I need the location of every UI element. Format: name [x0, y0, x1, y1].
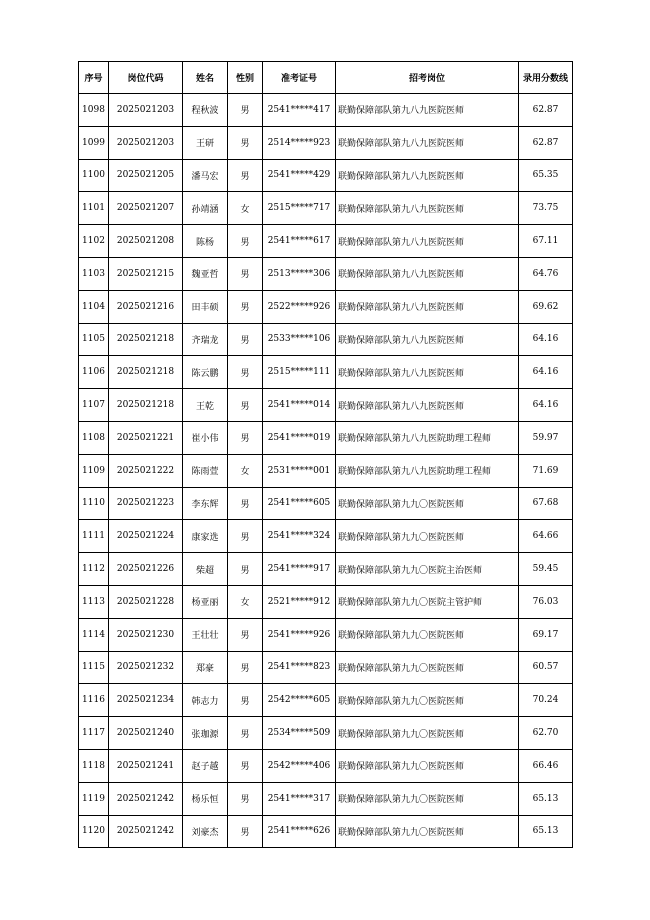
name-cell: 魏亚哲 [183, 257, 228, 290]
table-row [79, 553, 573, 586]
position-cell: 联勤保障部队第九九〇医院医师 [336, 684, 519, 717]
table-row [79, 520, 573, 553]
position-cell: 联勤保障部队第九八九医院医师 [336, 225, 519, 258]
table-row [79, 454, 573, 487]
position-code-cell: 2025021242 [109, 815, 183, 848]
index-cell: 1114 [79, 618, 109, 651]
name-cell: 崔小伟 [183, 421, 228, 454]
table-row [79, 257, 573, 290]
score-cell: 62.70 [519, 717, 573, 750]
position-cell: 联勤保障部队第九九〇医院医师 [336, 618, 519, 651]
gender-cell: 男 [228, 225, 263, 258]
position-code-cell: 2025021230 [109, 618, 183, 651]
index-cell: 1105 [79, 323, 109, 356]
position-cell: 联勤保障部队第九九〇医院医师 [336, 782, 519, 815]
position-cell: 联勤保障部队第九九〇医院主管护师 [336, 585, 519, 618]
position-cell: 联勤保障部队第九八九医院医师 [336, 257, 519, 290]
table-row [79, 684, 573, 717]
score-cell: 66.46 [519, 749, 573, 782]
gender-cell: 男 [228, 815, 263, 848]
score-cell: 64.66 [519, 520, 573, 553]
table-row [79, 749, 573, 782]
position-cell: 联勤保障部队第九八九医院医师 [336, 126, 519, 159]
exam-id-cell: 2541*****429 [263, 159, 336, 192]
position-code-cell: 2025021241 [109, 749, 183, 782]
table-row [79, 585, 573, 618]
header-index: 序号 [79, 62, 109, 94]
position-code-cell: 2025021215 [109, 257, 183, 290]
gender-cell: 男 [228, 618, 263, 651]
exam-id-cell: 2541*****014 [263, 389, 336, 422]
gender-cell: 男 [228, 126, 263, 159]
position-code-cell: 2025021203 [109, 126, 183, 159]
position-code-cell: 2025021203 [109, 94, 183, 127]
header-position: 招考岗位 [336, 62, 519, 94]
gender-cell: 男 [228, 159, 263, 192]
name-cell: 康家选 [183, 520, 228, 553]
table-row [79, 618, 573, 651]
score-cell: 67.68 [519, 487, 573, 520]
exam-id-cell: 2541*****926 [263, 618, 336, 651]
position-code-cell: 2025021226 [109, 553, 183, 586]
score-cell: 67.11 [519, 225, 573, 258]
gender-cell: 男 [228, 717, 263, 750]
name-cell: 杨乐恒 [183, 782, 228, 815]
name-cell: 郑豪 [183, 651, 228, 684]
score-cell: 76.03 [519, 585, 573, 618]
score-cell: 64.76 [519, 257, 573, 290]
exam-id-cell: 2534*****509 [263, 717, 336, 750]
header-name: 姓名 [183, 62, 228, 94]
admission-table [78, 61, 573, 848]
position-cell: 联勤保障部队第九九〇医院医师 [336, 651, 519, 684]
position-cell: 联勤保障部队第九八九医院医师 [336, 94, 519, 127]
position-code-cell: 2025021218 [109, 323, 183, 356]
gender-cell: 男 [228, 651, 263, 684]
index-cell: 1110 [79, 487, 109, 520]
score-cell: 69.62 [519, 290, 573, 323]
score-cell: 65.13 [519, 815, 573, 848]
name-cell: 程秋波 [183, 94, 228, 127]
table-row [79, 225, 573, 258]
name-cell: 田丰硕 [183, 290, 228, 323]
index-cell: 1098 [79, 94, 109, 127]
name-cell: 刘豪杰 [183, 815, 228, 848]
header-row [79, 62, 573, 94]
position-cell: 联勤保障部队第九八九医院助理工程师 [336, 421, 519, 454]
index-cell: 1099 [79, 126, 109, 159]
exam-id-cell: 2531*****001 [263, 454, 336, 487]
position-cell: 联勤保障部队第九八九医院医师 [336, 192, 519, 225]
table-row [79, 651, 573, 684]
table-row [79, 290, 573, 323]
exam-id-cell: 2542*****605 [263, 684, 336, 717]
name-cell: 孙靖涵 [183, 192, 228, 225]
position-code-cell: 2025021205 [109, 159, 183, 192]
header-gender: 性别 [228, 62, 263, 94]
gender-cell: 男 [228, 749, 263, 782]
table-row [79, 126, 573, 159]
index-cell: 1101 [79, 192, 109, 225]
name-cell: 王壮壮 [183, 618, 228, 651]
gender-cell: 男 [228, 487, 263, 520]
position-code-cell: 2025021207 [109, 192, 183, 225]
exam-id-cell: 2541*****324 [263, 520, 336, 553]
table-row [79, 421, 573, 454]
exam-id-cell: 2513*****306 [263, 257, 336, 290]
name-cell: 陈雨萱 [183, 454, 228, 487]
gender-cell: 女 [228, 454, 263, 487]
position-cell: 联勤保障部队第九八九医院医师 [336, 159, 519, 192]
position-cell: 联勤保障部队第九八九医院医师 [336, 290, 519, 323]
table-row [79, 389, 573, 422]
gender-cell: 男 [228, 356, 263, 389]
name-cell: 赵子越 [183, 749, 228, 782]
table-row [79, 782, 573, 815]
position-code-cell: 2025021222 [109, 454, 183, 487]
name-cell: 王研 [183, 126, 228, 159]
gender-cell: 男 [228, 520, 263, 553]
gender-cell: 男 [228, 421, 263, 454]
table-row [79, 815, 573, 848]
index-cell: 1120 [79, 815, 109, 848]
position-code-cell: 2025021224 [109, 520, 183, 553]
position-code-cell: 2025021218 [109, 389, 183, 422]
index-cell: 1109 [79, 454, 109, 487]
score-cell: 64.16 [519, 356, 573, 389]
index-cell: 1102 [79, 225, 109, 258]
gender-cell: 女 [228, 192, 263, 225]
exam-id-cell: 2541*****019 [263, 421, 336, 454]
position-cell: 联勤保障部队第九九〇医院医师 [336, 815, 519, 848]
position-cell: 联勤保障部队第九八九医院医师 [336, 389, 519, 422]
score-cell: 64.16 [519, 389, 573, 422]
position-cell: 联勤保障部队第九九〇医院主治医师 [336, 553, 519, 586]
exam-id-cell: 2541*****317 [263, 782, 336, 815]
name-cell: 王乾 [183, 389, 228, 422]
index-cell: 1116 [79, 684, 109, 717]
score-cell: 60.57 [519, 651, 573, 684]
position-code-cell: 2025021216 [109, 290, 183, 323]
gender-cell: 男 [228, 257, 263, 290]
position-code-cell: 2025021232 [109, 651, 183, 684]
score-cell: 73.75 [519, 192, 573, 225]
index-cell: 1112 [79, 553, 109, 586]
header-exam-id: 准考证号 [263, 62, 336, 94]
exam-id-cell: 2541*****417 [263, 94, 336, 127]
position-cell: 联勤保障部队第九八九医院医师 [336, 356, 519, 389]
position-cell: 联勤保障部队第九九〇医院医师 [336, 749, 519, 782]
name-cell: 李东辉 [183, 487, 228, 520]
exam-id-cell: 2541*****626 [263, 815, 336, 848]
exam-id-cell: 2541*****617 [263, 225, 336, 258]
exam-id-cell: 2541*****823 [263, 651, 336, 684]
exam-id-cell: 2514*****923 [263, 126, 336, 159]
name-cell: 韩志力 [183, 684, 228, 717]
exam-id-cell: 2515*****717 [263, 192, 336, 225]
score-cell: 70.24 [519, 684, 573, 717]
table-row [79, 192, 573, 225]
table-row [79, 159, 573, 192]
name-cell: 杨亚丽 [183, 585, 228, 618]
position-cell: 联勤保障部队第九九〇医院医师 [336, 520, 519, 553]
table-body [79, 94, 573, 848]
position-code-cell: 2025021223 [109, 487, 183, 520]
position-cell: 联勤保障部队第九八九医院助理工程师 [336, 454, 519, 487]
position-code-cell: 2025021218 [109, 356, 183, 389]
table-row [79, 487, 573, 520]
score-cell: 69.17 [519, 618, 573, 651]
index-cell: 1100 [79, 159, 109, 192]
score-cell: 65.13 [519, 782, 573, 815]
name-cell: 潘马宏 [183, 159, 228, 192]
position-cell: 联勤保障部队第九九〇医院医师 [336, 717, 519, 750]
gender-cell: 男 [228, 782, 263, 815]
name-cell: 陈杨 [183, 225, 228, 258]
name-cell: 柴超 [183, 553, 228, 586]
index-cell: 1103 [79, 257, 109, 290]
index-cell: 1106 [79, 356, 109, 389]
position-code-cell: 2025021228 [109, 585, 183, 618]
exam-id-cell: 2541*****917 [263, 553, 336, 586]
gender-cell: 女 [228, 585, 263, 618]
index-cell: 1117 [79, 717, 109, 750]
exam-id-cell: 2541*****605 [263, 487, 336, 520]
table-row [79, 356, 573, 389]
position-code-cell: 2025021221 [109, 421, 183, 454]
name-cell: 齐瑞龙 [183, 323, 228, 356]
position-code-cell: 2025021240 [109, 717, 183, 750]
index-cell: 1104 [79, 290, 109, 323]
table-row [79, 94, 573, 127]
index-cell: 1108 [79, 421, 109, 454]
exam-id-cell: 2515*****111 [263, 356, 336, 389]
table-row [79, 323, 573, 356]
index-cell: 1119 [79, 782, 109, 815]
exam-id-cell: 2542*****406 [263, 749, 336, 782]
index-cell: 1113 [79, 585, 109, 618]
gender-cell: 男 [228, 94, 263, 127]
index-cell: 1118 [79, 749, 109, 782]
position-cell: 联勤保障部队第九九〇医院医师 [336, 487, 519, 520]
name-cell: 陈云鹏 [183, 356, 228, 389]
score-cell: 62.87 [519, 94, 573, 127]
score-cell: 59.97 [519, 421, 573, 454]
score-cell: 59.45 [519, 553, 573, 586]
exam-id-cell: 2522*****926 [263, 290, 336, 323]
index-cell: 1111 [79, 520, 109, 553]
index-cell: 1115 [79, 651, 109, 684]
index-cell: 1107 [79, 389, 109, 422]
gender-cell: 男 [228, 290, 263, 323]
header-score-line: 录用分数线 [519, 62, 573, 94]
score-cell: 65.35 [519, 159, 573, 192]
exam-id-cell: 2533*****106 [263, 323, 336, 356]
gender-cell: 男 [228, 389, 263, 422]
position-code-cell: 2025021208 [109, 225, 183, 258]
score-cell: 64.16 [519, 323, 573, 356]
score-cell: 71.69 [519, 454, 573, 487]
exam-id-cell: 2521*****912 [263, 585, 336, 618]
gender-cell: 男 [228, 553, 263, 586]
name-cell: 张珈源 [183, 717, 228, 750]
gender-cell: 男 [228, 684, 263, 717]
table-row [79, 717, 573, 750]
gender-cell: 男 [228, 323, 263, 356]
header-position-code: 岗位代码 [109, 62, 183, 94]
position-cell: 联勤保障部队第九八九医院医师 [336, 323, 519, 356]
position-code-cell: 2025021242 [109, 782, 183, 815]
position-code-cell: 2025021234 [109, 684, 183, 717]
score-cell: 62.87 [519, 126, 573, 159]
